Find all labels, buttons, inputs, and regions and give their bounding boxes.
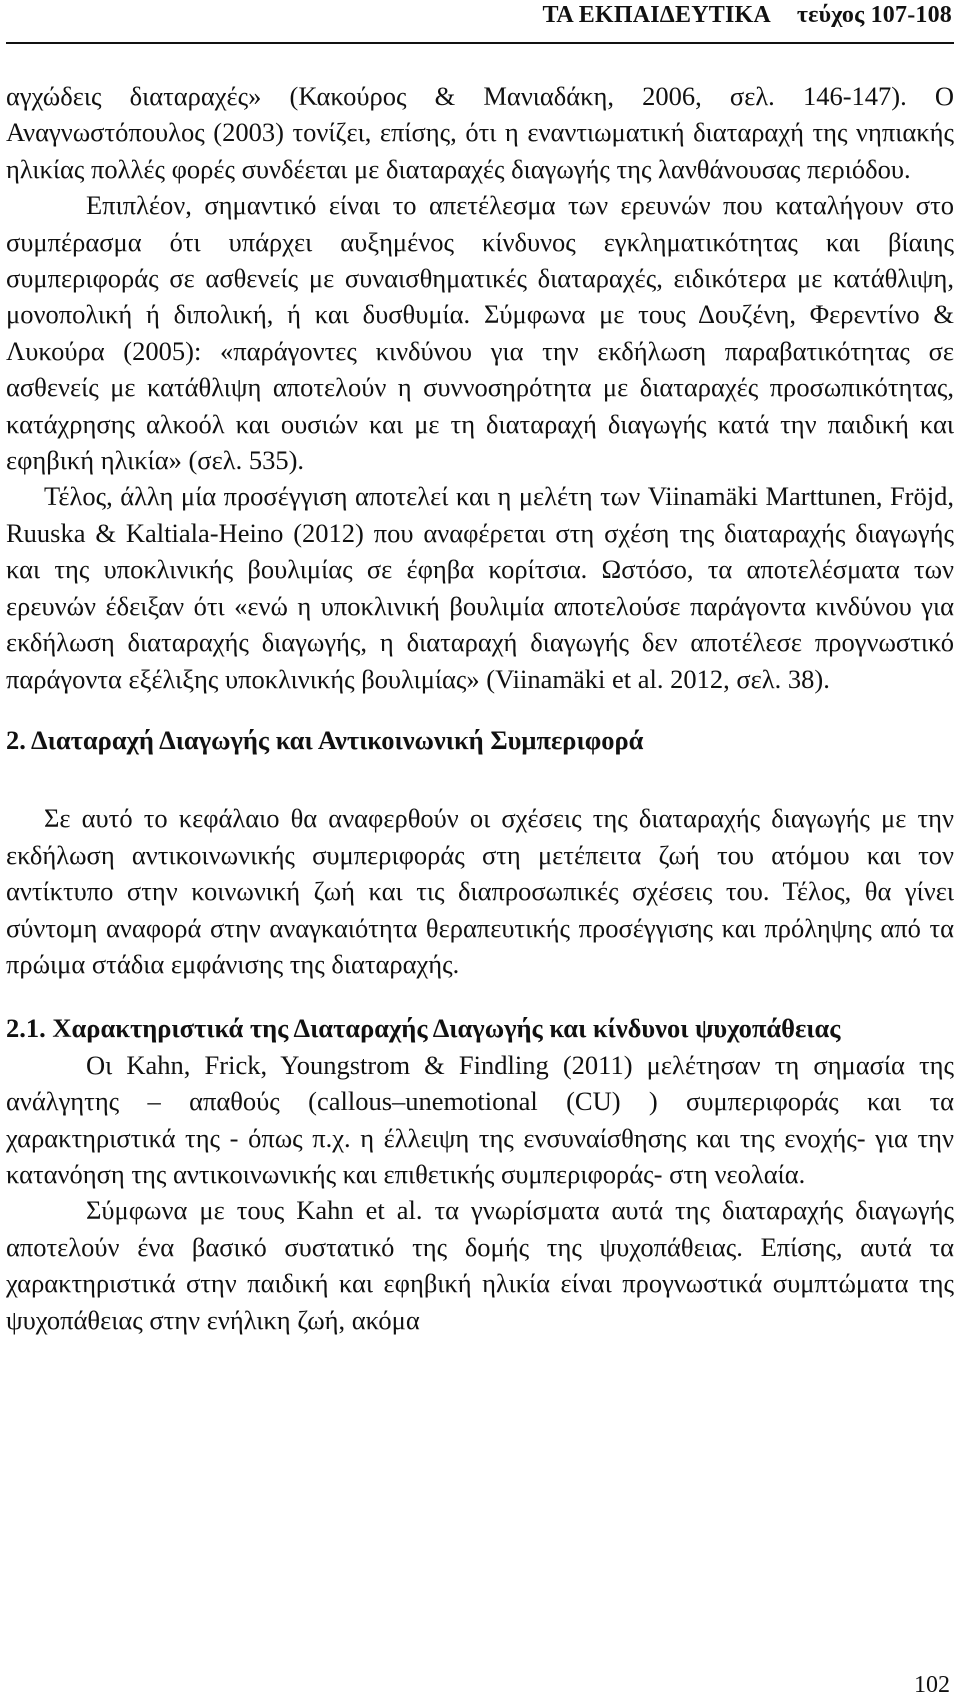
paragraph-3: Τέλος, άλλη μία προσέγγιση αποτελεί και η μελέτη των Viinamäki Marttunen, Fröjd, Ruuska & Kaltiala-Heino (2012) που αναφέρεται στη σχέση της διαταραχής διαγωγής και της υποκλινικής βουλιμίας σε έφηβα κορίτσια. Ωστόσο, τα αποτελέσματα των ερευνών έδειξαν ότι «ενώ η υποκλινική βουλιμία αποτελούσε παράγοντα κινδύνου για εκδήλωση διαταραχής διαγωγής, η διαταραχή διαγωγής δεν αποτέλεσε προγνωστικό παράγοντα εξέλιξης υποκλινικής βουλιμίας» (Viinamäki et al. 2012, σελ. 38). — [6, 481, 954, 694]
paragraph-5: Οι Kahn, Frick, Youngstrom & Findling (2011) μελέτησαν τη σημασία της ανάλγητης – απαθούς (callous–unemotional (CU) ) συμπεριφοράς και τα χαρακτηριστικά της - όπως π.χ. η έλλειψη της ενσυναίσθησης και της ενοχής- για την κατανόηση της αντικοινωνικής και επιθετικής συμπεριφοράς- στη νεολαία. — [6, 1049, 954, 1189]
paragraph-1: αγχώδεις διαταραχές» (Κακούρος & Μανιαδάκη, 2006, σελ. 146-147). Ο Αναγνωστόπουλος (2003) τονίζει, επίσης, ότι η εναντιωματική διαταραχή της νηπιακής ηλικίας πολλές φορές συνδέεται με διαταραχές διαγωγής της λανθάνουσας περιόδου. — [6, 81, 954, 184]
paragraph-2: Επιπλέον, σημαντικό είναι το απετέλεσμα των ερευνών που καταλήγουν στο συμπέρασμα ότι υπάρχει αυξημένος κίνδυνος εγκληματικότητας και βίαιης συμπεριφοράς σε ασθενείς με συναισθηματικές διαταραχές, ειδικότερα με κατάθλιψη, μονοπολική ή διπολική, ή και δυσθυμία. Σύμφωνα με τους Δουζένη, Φερεντίνο & Λυκούρα (2005): «παράγοντες κινδύνου για την εκδήλωση παραβατικότητας σε ασθενείς με κατάθλιψη αποτελούν η συννοσηρότητα με διαταραχές προσωπικότητας, κατάχρησης αλκοόλ και ουσιών και με τη διαταραχή διαγωγής κατά την παιδική και εφηβική ηλικία» (σελ. 535). — [6, 190, 954, 476]
header-rule — [6, 42, 954, 44]
page-number: 102 — [914, 1672, 950, 1698]
section-heading-2-1: 2.1. Χαρακτηριστικά της Διαταραχής Διαγωγής και κίνδυνοι ψυχοπάθειας — [6, 1013, 841, 1044]
section-heading-2: 2. Διαταραχή Διαγωγής και Αντικοινωνική Συμπεριφορά — [6, 724, 644, 755]
paragraph-4: Σε αυτό το κεφάλαιο θα αναφερθούν οι σχέσεις της διαταραχής διαγωγής με την εκδήλωση αντικοινωνικής συμπεριφοράς στη μετέπειτα ζωή του ατόμου και τον αντίκτυπο στην κοινωνική ζωή και τις διαπροσωπικές σχέσεις του. Τέλος, θα γίνει σύντομη αναφορά στην αναγκαιότητα θεραπευτικής προσέγγισης και πρόληψης από τα πρώιμα στάδια εμφάνισης της διαταραχής. — [6, 803, 954, 979]
running-header — [542, 2, 952, 29]
issue-number: τεύχος 107-108 — [796, 2, 952, 28]
journal-title: ΤΑ ΕΚΠΑΙΔΕΥΤΙΚΑ — [542, 2, 771, 28]
body-text — [6, 78, 954, 1338]
paragraph-6: Σύμφωνα με τους Kahn et al. τα γνωρίσματα αυτά της διαταραχής διαγωγής αποτελούν ένα βασικό συστατικό της δομής της ψυχοπάθειας. Επίσης, αυτά τα χαρακτηριστικά στην παιδική και εφηβική ηλικία είναι προγνωστικά συμπτώματα της ψυχοπάθειας στην ενήλικη ζωή, ακόμα — [6, 1195, 954, 1335]
